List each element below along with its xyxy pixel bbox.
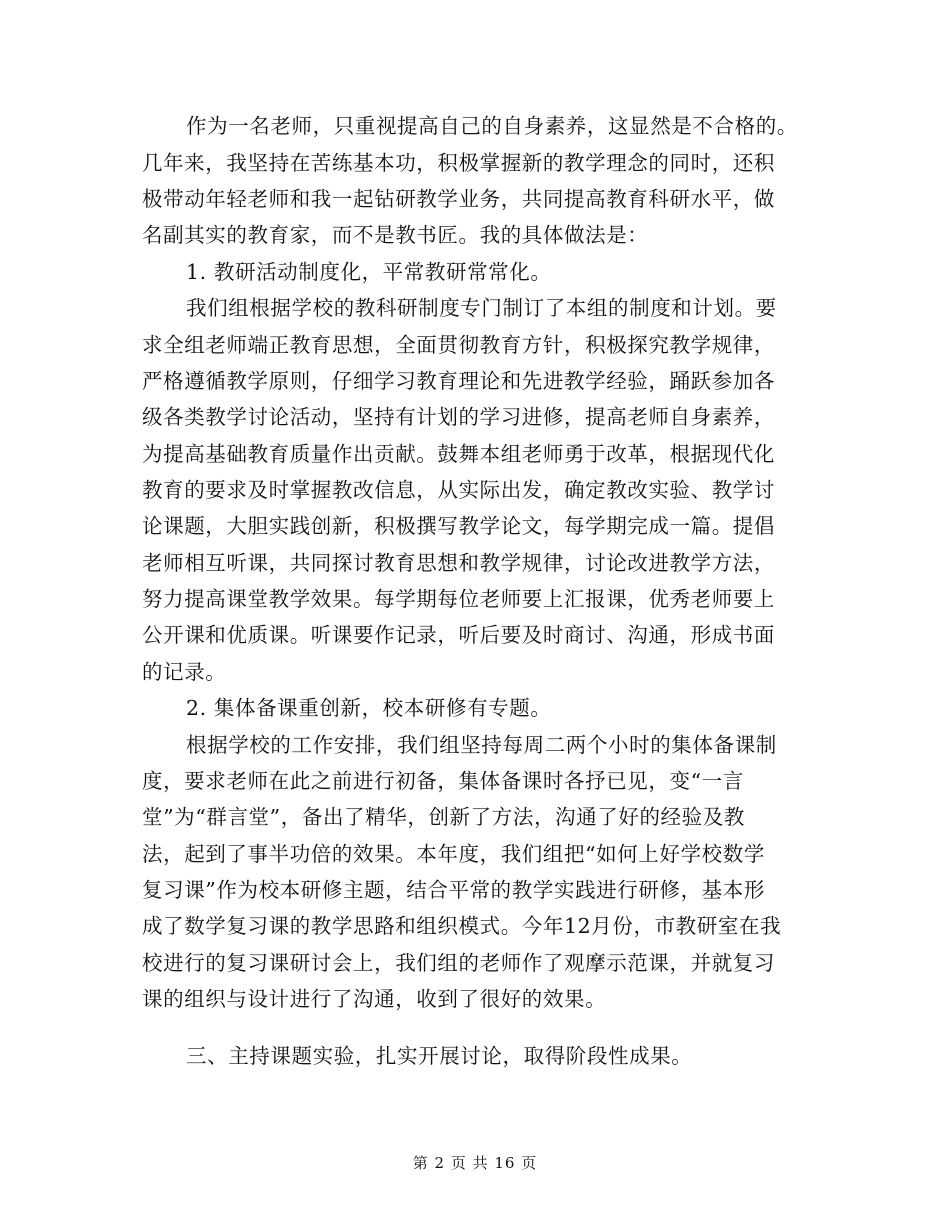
text-line: 严格遵循教学原则，仔细学习教育理论和先进教学经验，踊跃参加各 <box>142 369 775 393</box>
text-line: 论课题，大胆实践创新，积极撰写教学论文，每学期完成一篇。提倡 <box>142 514 775 538</box>
text-line: 公开课和优质课。听课要作记录，听后要及时商讨、沟通，形成书面 <box>142 623 775 647</box>
section-heading: 2. 集体备课重创新，校本研修有专题。 <box>186 696 552 720</box>
text-line: 根据学校的工作安排，我们组坚持每周二两个小时的集体备课制 <box>186 733 777 757</box>
section-heading: 1. 教研活动制度化，平常教研常常化。 <box>186 260 552 284</box>
text-line: 名副其实的教育家，而不是教书匠。我的具体做法是： <box>142 223 649 247</box>
text-line: 几年来，我坚持在苦练基本功，积极掌握新的教学理念的同时，还积 <box>142 151 775 175</box>
text-line: 老师相互听课，共同探讨教育思想和教学规律，讨论改进教学方法， <box>142 551 775 575</box>
text-line: 成了数学复习课的教学思路和组织模式。今年12月份，市教研室在我 <box>142 914 782 938</box>
text-line: 我们组根据学校的教科研制度专门制订了本组的制度和计划。要 <box>186 296 777 320</box>
text-line: 求全组老师端正教育思想，全面贯彻教育方针，积极探究教学规律， <box>142 333 775 357</box>
text-line: 复习课”作为校本研修主题，结合平常的教学实践进行研修，基本形 <box>142 878 765 902</box>
text-line: 作为一名老师，只重视提高自己的自身素养，这显然是不合格的。 <box>186 114 798 138</box>
text-line: 课的组织与设计进行了沟通，收到了很好的效果。 <box>142 987 607 1011</box>
text-line: 极带动年轻老师和我一起钻研教学业务，共同提高教育科研水平，做 <box>142 187 775 211</box>
text-line: 校进行的复习课研讨会上，我们组的老师作了观摩示范课，并就复习 <box>142 951 775 975</box>
section-heading: 三、主持课题实验，扎实开展讨论，取得阶段性成果。 <box>186 1044 693 1068</box>
page-number-footer: 第 2 页 共 16 页 <box>412 1154 538 1172</box>
text-line: 为提高基础教育质量作出贡献。鼓舞本组老师勇于改革，根据现代化 <box>142 442 775 466</box>
text-line: 教育的要求及时掌握教改信息，从实际出发，确定教改实验、教学讨 <box>142 478 775 502</box>
text-line: 努力提高课堂教学效果。每学期每位老师要上汇报课，优秀老师要上 <box>142 587 775 611</box>
text-line: 的记录。 <box>142 660 227 684</box>
text-line: 度，要求老师在此之前进行初备，集体备课时各抒已见，变“一言 <box>142 769 744 793</box>
text-line: 堂”为“群言堂”，备出了精华，创新了方法，沟通了好的经验及教 <box>142 805 745 829</box>
text-line: 法，起到了事半功倍的效果。本年度，我们组把“如何上好学校数学 <box>142 842 765 866</box>
text-line: 级各类教学讨论活动，坚持有计划的学习进修，提高老师自身素养， <box>142 405 775 429</box>
